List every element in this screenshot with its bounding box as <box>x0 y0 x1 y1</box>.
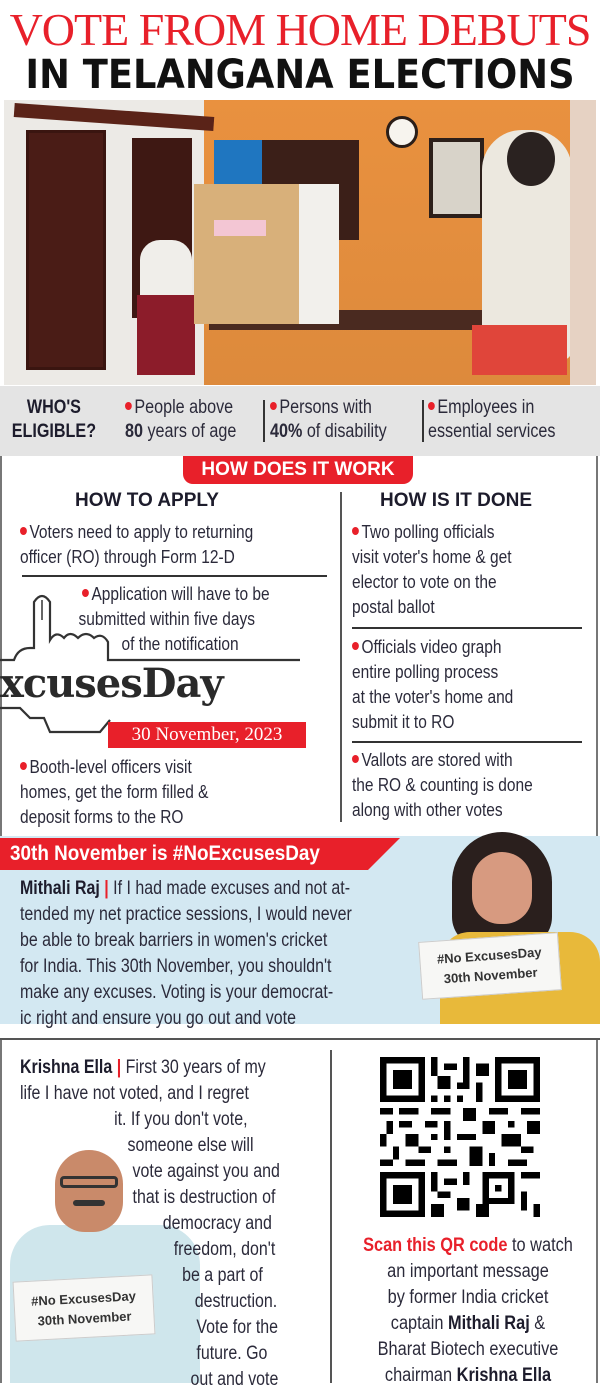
bullet-icon <box>352 527 359 535</box>
eligibility-item-disability: Persons with 40% of disability <box>270 397 387 442</box>
how-to-apply-heading: HOW TO APPLY <box>75 490 219 511</box>
section-divider <box>0 1038 600 1040</box>
bullet-icon <box>352 755 359 763</box>
frame-line <box>596 456 598 836</box>
eligibility-band <box>0 386 600 456</box>
eligibility-title: WHO'S ELIGIBLE? <box>11 397 97 442</box>
mithali-quote: Mithali Raj | If I had made excuses and not at- tended my net practice sessions, I would never be able to break barriers in women's cricket for India. This 30th November, you shouldn't make any excuses. Voting is your democrat- ic right and ensure you go out and vote <box>20 878 352 1029</box>
headline-line-2: IN TELANGANA ELECTIONS <box>25 52 575 98</box>
column-divider <box>340 492 342 822</box>
headline-line-1: VOTE FROM HOME DEBUTS <box>9 4 591 55</box>
no-excuses-banner-text: 30th November is #NoExcusesDay <box>10 842 320 865</box>
krishna-quote: Krishna Ella | First 30 years of my life I have not voted, and I regret it. If you don't vote, someone else will vote against you and that is destruction of democracy and freedom, don't be a part of destruction. Vote for the future. Go out and vote <box>20 1057 280 1390</box>
no-excuses-day-logo: xcusesDay <box>0 660 223 707</box>
how-does-it-work-badge: HOW DOES IT WORK <box>183 456 413 484</box>
qr-caption: Scan this QR code to watch an important message by former India cricket captain Mithali Raj & Bharat Biotech executive chairman Krishna Ella <box>363 1235 573 1386</box>
column-divider <box>330 1050 332 1383</box>
bullet-icon <box>20 762 27 770</box>
bullet-icon <box>125 402 132 410</box>
apply-point-3: Booth-level officers visit homes, get the form filled & deposit forms to the RO <box>20 757 209 827</box>
eligibility-item-essential: Employees in essential services <box>428 397 556 442</box>
mithali-raj-photo <box>400 832 600 1024</box>
quote-author: Mithali Raj <box>20 878 100 899</box>
campaign-date-badge: 30 November, 2023 <box>108 722 306 748</box>
no-excuses-sign: #No ExcusesDay 30th November <box>418 932 562 1000</box>
quote-author: Krishna Ella <box>20 1057 113 1078</box>
bullet-icon <box>270 402 277 410</box>
clock-icon <box>386 116 418 148</box>
done-point-1: Two polling officials visit voter's home & get elector to vote on the postal ballot <box>352 522 512 617</box>
bullet-icon <box>428 402 435 410</box>
bullet-icon <box>352 642 359 650</box>
no-excuses-sign: #No ExcusesDay 30th November <box>13 1274 156 1341</box>
frame-line <box>596 1040 598 1383</box>
divider <box>22 575 327 577</box>
done-point-2: Officials video graph entire polling process at the voter's home and submit it to RO <box>352 637 514 732</box>
divider <box>422 400 424 442</box>
bullet-icon <box>20 527 27 535</box>
home-voting-photo <box>4 100 596 385</box>
eligibility-item-age: People above 80 years of age <box>125 397 237 442</box>
apply-point-1: Voters need to apply to returning officer (RO) through Form 12-D <box>20 522 254 567</box>
divider <box>352 627 582 629</box>
divider <box>263 400 265 442</box>
how-is-it-done-heading: HOW IS IT DONE <box>380 490 532 511</box>
apply-point-2: Application will have to be submitted within five days of the notification <box>78 584 270 654</box>
divider <box>352 741 582 743</box>
voting-compartment <box>194 184 339 324</box>
done-point-3: Vallots are stored with the RO & counting is done along with other votes <box>352 750 533 820</box>
qr-code-icon[interactable] <box>380 1057 540 1217</box>
